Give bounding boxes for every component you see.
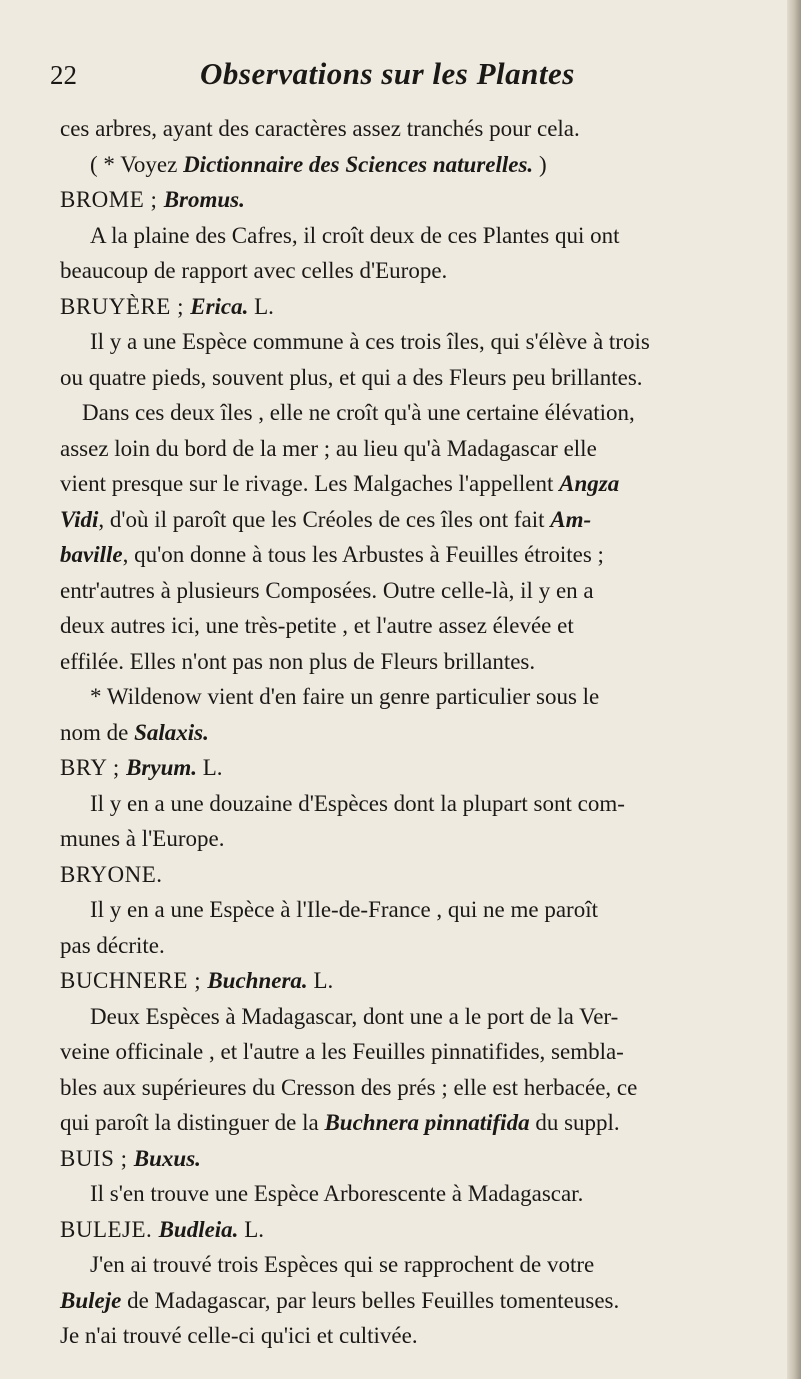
line-text: ou quatre pieds, souvent plus, et qui a des Fleurs peu brillantes. <box>60 364 643 390</box>
page-number: 22 <box>50 60 77 90</box>
text-line <box>60 1176 765 1212</box>
page-header <box>50 52 760 96</box>
line-text: bles aux supérieures du Cresson des prés ; elle est herbacée, ce <box>60 1074 638 1100</box>
line-text: Il y a une Espèce commune à ces trois îles, qui s'élève à trois <box>90 329 650 354</box>
entry-name: BRY ; <box>60 755 127 780</box>
vernacular-name: Buleje <box>60 1287 122 1313</box>
line-text: Je n'ai trouvé celle-ci qu'ici et cultivée. <box>60 1323 418 1348</box>
vernacular-name: baville <box>60 542 123 567</box>
latin-name: Erica. <box>190 293 249 319</box>
line-text: , qu'on donne à tous les Arbustes à Feuilles étroites ; <box>122 542 604 567</box>
text-line <box>60 1034 765 1070</box>
text-line <box>60 1247 765 1283</box>
entry-name: BROME ; <box>60 187 164 212</box>
vernacular-name: Am- <box>550 506 592 532</box>
vernacular-name: Angza <box>559 471 620 496</box>
entry-name: BULEJE. <box>60 1216 159 1242</box>
text-line <box>60 573 765 609</box>
body-text <box>60 111 765 1354</box>
latin-name: Buchnera pinnatifida <box>324 1110 530 1135</box>
entry-heading <box>60 1141 765 1177</box>
author-abbrev: L. <box>307 968 334 993</box>
text-line <box>60 928 765 964</box>
line-text: qui paroît la distinguer de la <box>60 1110 325 1135</box>
latin-name: Salaxis. <box>134 719 209 745</box>
line-text: ) <box>533 151 547 177</box>
text-line <box>60 218 765 254</box>
line-text: veine officinale , et l'autre a les Feuilles pinnatifides, sembla- <box>60 1039 624 1064</box>
line-text: Il y en a une Espèce à l'Ile-de-France , qui ne me paroît <box>90 897 598 922</box>
text-line <box>60 1283 765 1319</box>
line-text: entr'autres à plusieurs Composées. Outre celle-là, il y en a <box>60 577 594 603</box>
line-text: Il s'en trouve une Espèce Arborescente à Madagascar. <box>90 1181 584 1206</box>
vernacular-name: Vidi <box>60 506 99 532</box>
text-line <box>60 431 765 467</box>
line-text: nom de <box>60 719 135 745</box>
entry-heading <box>60 182 765 218</box>
text-line <box>60 715 765 751</box>
line-text: A la plaine des Cafres, il croît deux de ces Plantes qui ont <box>90 222 620 248</box>
reference-title: Dictionnaire des Sciences naturelles. <box>183 151 534 177</box>
line-text: deux autres ici, une très-petite , et l'autre assez élevée et <box>60 613 574 638</box>
line-text: de Madagascar, par leurs belles Feuilles tomenteuses. <box>121 1287 620 1313</box>
text-line <box>60 786 765 822</box>
text-line <box>60 502 765 538</box>
entry-name: BRUYÈRE ; <box>60 293 191 319</box>
text-line <box>60 111 765 147</box>
line-text: * Wildenow vient d'en faire un genre particulier sous le <box>90 684 600 709</box>
line-text: vient presque sur le rivage. Les Malgaches l'appellent <box>60 471 560 496</box>
line-text: ( * Voyez <box>90 151 184 177</box>
text-line <box>60 892 765 928</box>
line-text: Il y en a une douzaine d'Espèces dont la plupart sont com- <box>90 790 625 816</box>
latin-name: Buxus. <box>133 1145 201 1171</box>
running-title: Observations sur les Plantes <box>200 56 575 91</box>
latin-name: Bromus. <box>163 187 245 212</box>
line-text: effilée. Elles n'ont pas non plus de Fleurs brillantes. <box>60 648 536 674</box>
line-text: munes à l'Europe. <box>60 826 225 851</box>
text-line <box>60 253 765 289</box>
line-text: beaucoup de rapport avec celles d'Europe. <box>60 258 448 283</box>
author-abbrev: L. <box>248 293 274 319</box>
latin-name: Bryum. <box>126 755 197 780</box>
line-text: Deux Espèces à Madagascar, dont une a le port de la Ver- <box>90 1003 619 1029</box>
line-text: ces arbres, ayant des caractères assez tranchés pour cela. <box>60 116 580 141</box>
text-line <box>60 644 765 680</box>
text-line <box>60 147 765 183</box>
line-text: J'en ai trouvé trois Espèces qui se rapprochent de votre <box>90 1252 595 1277</box>
page-edge-shadow <box>787 0 801 1379</box>
line-text: Dans ces deux îles , elle ne croît qu'à une certaine élévation, <box>82 400 635 425</box>
text-line <box>60 466 765 502</box>
line-text: pas décrite. <box>60 932 165 958</box>
latin-name: Budleia. <box>158 1216 239 1242</box>
text-line <box>60 324 765 360</box>
text-line <box>60 1105 765 1141</box>
latin-name: Buchnera. <box>207 968 308 993</box>
line-text: du suppl. <box>529 1110 620 1135</box>
text-line <box>60 608 765 644</box>
entry-heading <box>60 750 765 786</box>
entry-heading <box>60 857 765 893</box>
author-abbrev: L. <box>197 755 223 780</box>
text-line <box>60 679 765 715</box>
entry-heading <box>60 963 765 999</box>
text-line <box>60 537 765 573</box>
entry-heading <box>60 289 765 325</box>
line-text: , d'où il paroît que les Créoles de ces îles ont fait <box>98 506 551 532</box>
entry-name: BRYONE. <box>60 861 163 887</box>
line-text: assez loin du bord de la mer ; au lieu qu'à Madagascar elle <box>60 435 597 461</box>
author-abbrev: L. <box>238 1216 264 1242</box>
entry-heading <box>60 1212 765 1248</box>
text-line <box>60 999 765 1035</box>
text-line <box>60 360 765 396</box>
entry-name: BUCHNERE ; <box>60 968 208 993</box>
text-line <box>60 395 765 431</box>
entry-name: BUIS ; <box>60 1145 134 1171</box>
text-line <box>60 1318 765 1354</box>
text-line <box>60 1070 765 1106</box>
text-line <box>60 821 765 857</box>
